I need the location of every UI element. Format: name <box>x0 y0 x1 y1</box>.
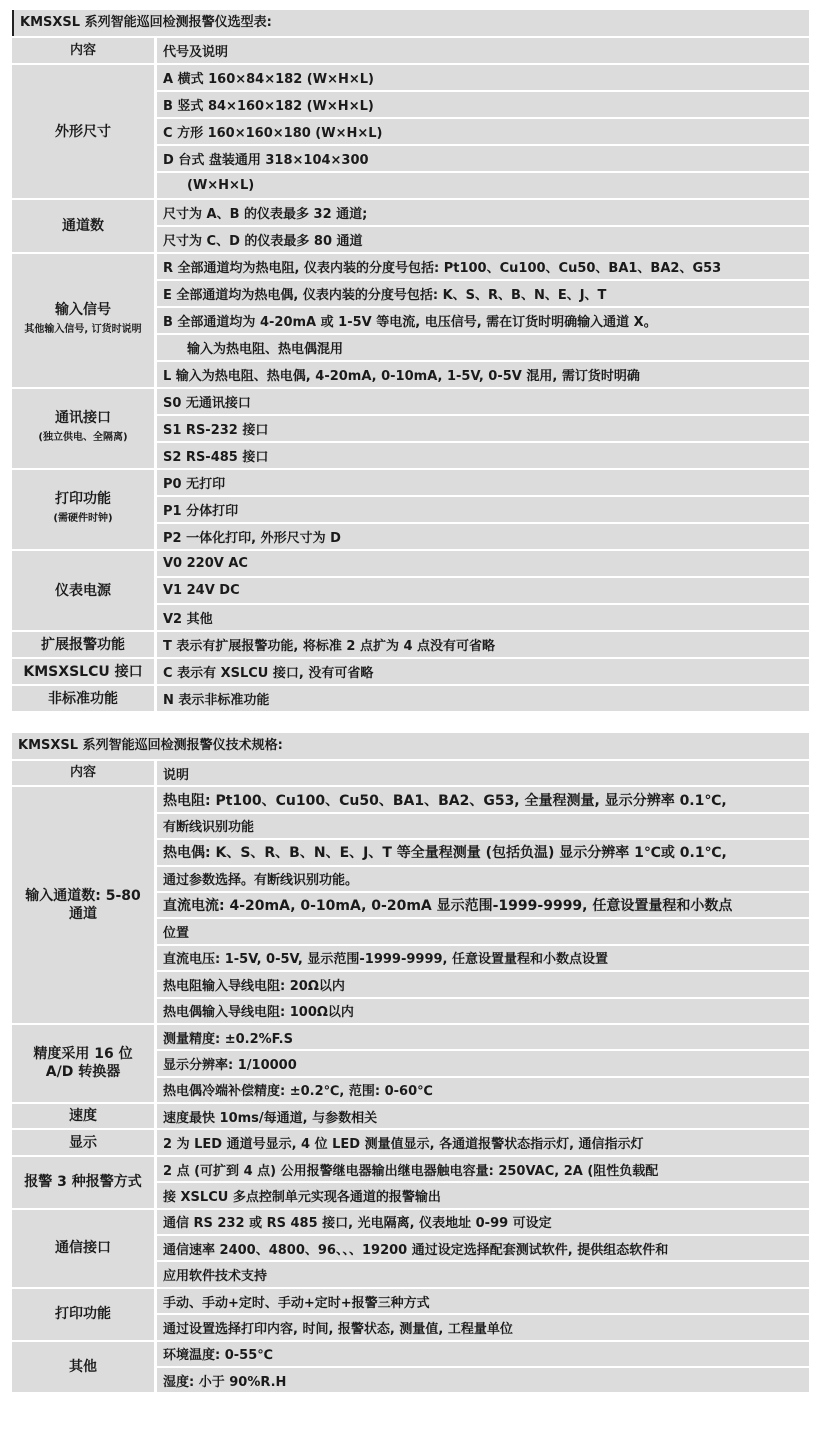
table-cell: 测量精度: ±0.2%F.S <box>157 1025 809 1051</box>
table-header-row <box>12 38 809 65</box>
table-cell: C 方形 160×160×180 (W×H×L) <box>157 119 809 146</box>
row-label-input-channels: 输入通道数: 5-80 通道 <box>12 787 157 1025</box>
row-label-nonstandard: 非标准功能 <box>12 686 157 713</box>
table-cell: 尺寸为 C、D 的仪表最多 80 通道 <box>157 227 809 254</box>
table-cell: S1 RS-232 接口 <box>157 416 809 443</box>
row-label-alarm: 报警 3 种报警方式 <box>12 1157 157 1210</box>
header-desc: 说明 <box>157 761 809 787</box>
table-cell: 直流电压: 1-5V, 0-5V, 显示范围-1999-9999, 任意设置量程和小数点设置 <box>157 946 809 972</box>
table-cell: 热电阻输入导线电阻: 20Ω以内 <box>157 972 809 998</box>
table-cell: 输入为热电阻、热电偶混用 <box>157 335 809 362</box>
table-cell: 热电偶冷端补偿精度: ±0.2℃, 范围: 0-60℃ <box>157 1078 809 1104</box>
table-cell: V1 24V DC <box>157 578 809 605</box>
row-label-speed: 速度 <box>12 1104 157 1130</box>
table-cell: 应用软件技术支持 <box>157 1262 809 1288</box>
header-content: 内容 <box>12 761 157 787</box>
table-cell: B 全部通道均为 4-20mA 或 1-5V 等电流, 电压信号, 需在订货时明确输入通道 X。 <box>157 308 809 335</box>
spec-table <box>12 761 809 1394</box>
table-cell: 热电阻: Pt100、Cu100、Cu50、BA1、BA2、G53, 全量程测量, 显示分辨率 0.1℃, <box>157 787 809 813</box>
table-cell: 环境温度: 0-55℃ <box>157 1342 809 1368</box>
table-cell: 显示分辨率: 1/10000 <box>157 1051 809 1077</box>
table-cell: P0 无打印 <box>157 470 809 497</box>
table-cell: 通信速率 2400、4800、96、、、19200 通过设定选择配套测试软件, 提供组态软件和 <box>157 1236 809 1262</box>
selection-table <box>12 38 809 713</box>
table-row <box>12 65 809 92</box>
table-cell: 速度最快 10ms/每通道, 与参数相关 <box>157 1104 809 1130</box>
table-cell: 2 点 (可扩到 4 点) 公用报警继电器输出继电器触电容量: 250VAC, 2A (阻性负载配 <box>157 1157 809 1183</box>
table-cell: 位置 <box>157 919 809 945</box>
table-cell: 热电偶输入导线电阻: 100Ω以内 <box>157 999 809 1025</box>
table-cell: 接 XSLCU 多点控制单元实现各通道的报警输出 <box>157 1183 809 1209</box>
table-cell: N 表示非标准功能 <box>157 686 809 713</box>
table-cell: 湿度: 小于 90%R.H <box>157 1368 809 1394</box>
table-cell: 通信 RS 232 或 RS 485 接口, 光电隔离, 仪表地址 0-99 可设定 <box>157 1210 809 1236</box>
header-content: 内容 <box>12 38 157 65</box>
table-cell: S2 RS-485 接口 <box>157 443 809 470</box>
row-label-other: 其他 <box>12 1342 157 1395</box>
table-cell: 直流电流: 4-20mA, 0-10mA, 0-20mA 显示范围-1999-9999, 任意设置量程和小数点 <box>157 893 809 919</box>
table-cell: P1 分体打印 <box>157 497 809 524</box>
row-label-alarm-ext: 扩展报警功能 <box>12 632 157 659</box>
row-label-power: 仪表电源 <box>12 551 157 632</box>
table-cell: V0 220V AC <box>157 551 809 578</box>
table-cell: C 表示有 XSLCU 接口, 没有可省略 <box>157 659 809 686</box>
row-label-xslcu: KMSXSLCU 接口 <box>12 659 157 686</box>
row-label-comm: 通讯接口 (独立供电、全隔离) <box>12 389 157 470</box>
row-label-display: 显示 <box>12 1130 157 1156</box>
spec-table-section <box>12 733 809 1394</box>
table-cell: T 表示有扩展报警功能, 将标准 2 点扩为 4 点没有可省略 <box>157 632 809 659</box>
row-label-accuracy: 精度采用 16 位 A/D 转换器 <box>12 1025 157 1104</box>
table-cell: L 输入为热电阻、热电偶, 4-20mA, 0-10mA, 1-5V, 0-5V 混用, 需订货时明确 <box>157 362 809 389</box>
row-label-print-function: 打印功能 <box>12 1289 157 1342</box>
table-cell: 热电偶: K、S、R、B、N、E、J、T 等全量程测量 (包括负温) 显示分辨率 1℃或 0.1℃, <box>157 840 809 866</box>
table-header-row <box>12 761 809 787</box>
section-title: KMSXSL 系列智能巡回检测报警仪选型表: <box>12 10 809 36</box>
table-cell: 手动、手动+定时、手动+定时+报警三种方式 <box>157 1289 809 1315</box>
table-cell: A 横式 160×84×182 (W×H×L) <box>157 65 809 92</box>
row-label-print: 打印功能 (需硬件时钟) <box>12 470 157 551</box>
table-cell: D 台式 盘装通用 318×104×300 <box>157 146 809 173</box>
row-label-comm-interface: 通信接口 <box>12 1210 157 1289</box>
row-label-channels: 通道数 <box>12 200 157 254</box>
table-cell: S0 无通讯接口 <box>157 389 809 416</box>
table-cell: 尺寸为 A、B 的仪表最多 32 通道; <box>157 200 809 227</box>
table-cell: V2 其他 <box>157 605 809 632</box>
table-cell: P2 一体化打印, 外形尺寸为 D <box>157 524 809 551</box>
row-label-size: 外形尺寸 <box>12 65 157 200</box>
table-cell: (W×H×L) <box>157 173 809 200</box>
table-cell: E 全部通道均为热电偶, 仪表内装的分度号包括: K、S、R、B、N、E、J、T <box>157 281 809 308</box>
selection-table-section <box>12 10 809 713</box>
table-cell: R 全部通道均为热电阻, 仪表内装的分度号包括: Pt100、Cu100、Cu50、BA1、BA2、G53 <box>157 254 809 281</box>
section-title: KMSXSL 系列智能巡回检测报警仪技术规格: <box>12 733 809 759</box>
header-code: 代号及说明 <box>157 38 809 65</box>
table-cell: 通过设置选择打印内容, 时间, 报警状态, 测量值, 工程量单位 <box>157 1315 809 1341</box>
table-cell: B 竖式 84×160×182 (W×H×L) <box>157 92 809 119</box>
row-label-input-signal: 输入信号 其他输入信号, 订货时说明 <box>12 254 157 389</box>
table-cell: 2 为 LED 通道号显示, 4 位 LED 测量值显示, 各通道报警状态指示灯, 通信指示灯 <box>157 1130 809 1156</box>
table-cell: 有断线识别功能 <box>157 814 809 840</box>
table-cell: 通过参数选择。有断线识别功能。 <box>157 867 809 893</box>
